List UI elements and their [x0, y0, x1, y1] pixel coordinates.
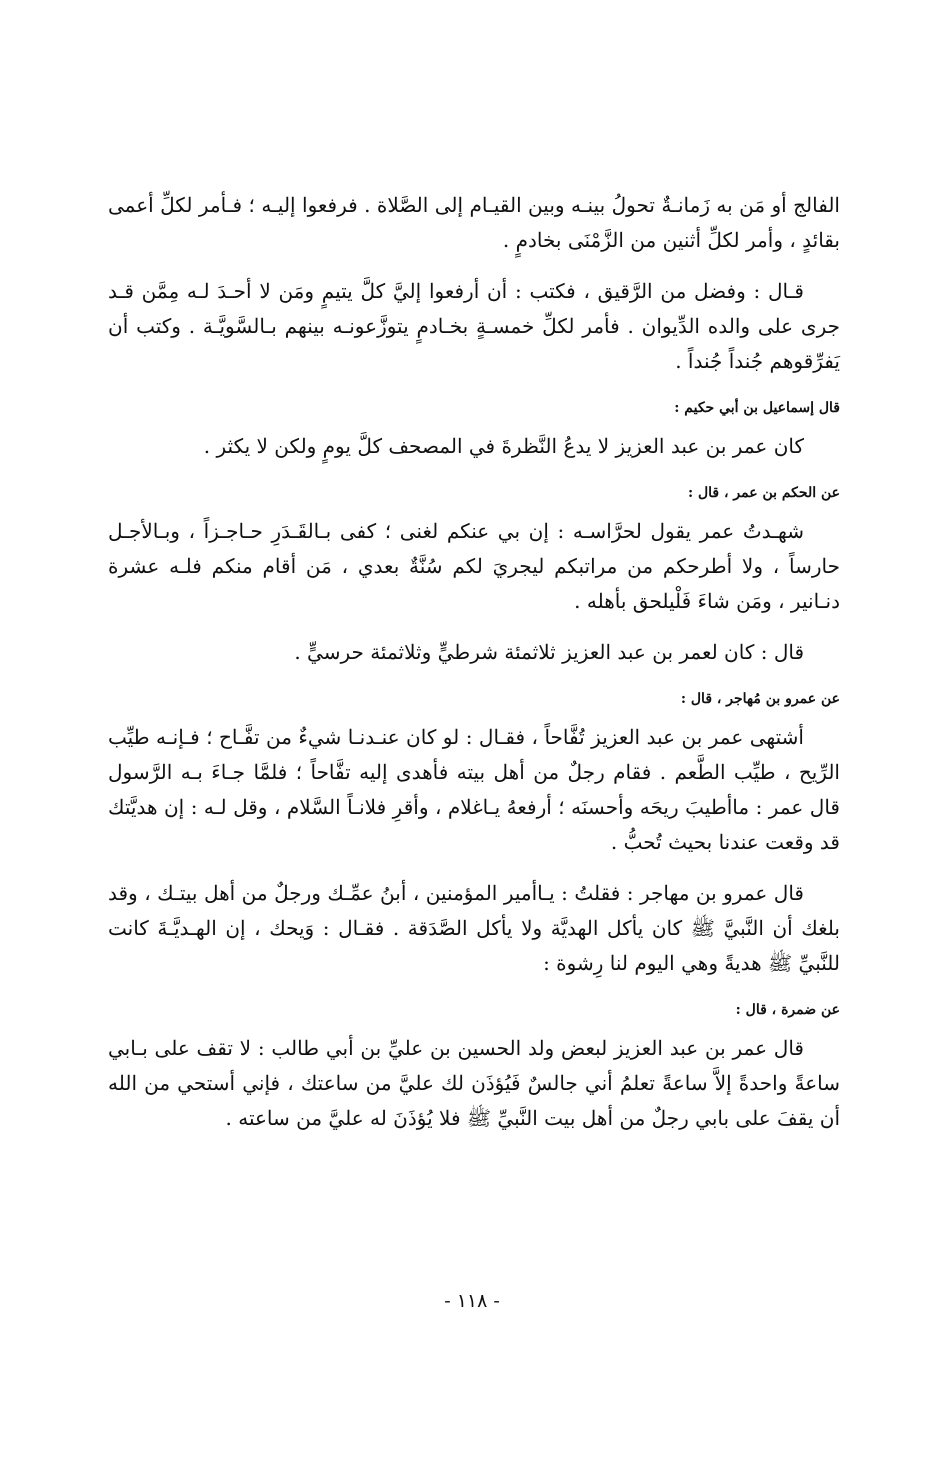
heading-hakam: عن الحكم بن عمر ، قال : [687, 485, 840, 501]
paragraph-2: قـال : وفضل من الرَّقيق ، فكتب : أن أرفعوا إليَّ كلَّ يتيمٍ ومَن لا أحـدَ لـه مِمَّن قـد جرى على والده الدِّيوان . فأمر لكلِّ خمسـةٍ بخـادمٍ يتوزَّعونـه بينهم بـالسَّويَّـة . وكتب أن يَفرِّقوهم جُنداً جُنداً . [108, 279, 840, 373]
heading-ismail: قال إسماعيل بن أبي حكيم : [674, 400, 840, 416]
paragraph-1: الفالج أو مَن به زَمانـةٌ تحولُ بينـه وبين القيـام إلى الصَّلاة . فرفعوا إليـه ؛ فـأمر لكلِّ أعمى بقائدٍ ، وأمر لكلِّ أثنين من الزَّمْنَى بخادمٍ . [108, 193, 840, 252]
paragraph-7: قال عمرو بن مهاجر : فقلتُ : يـاأمير المؤمنين ، أبنُ عمِّـك ورجلٌ من أهل بيتـك ، وقد بلغك أن النَّبيَّ ﷺ كان يأكل الهديَّة ولا يأكل الصَّدَقة . فقـال : وَيحك ، إن الهـديَّـةَ كانت للنَّبيِّ ﷺ هديةً وهي اليوم لنا رِشوة : [108, 881, 840, 975]
page-number: - ١١٨ - [444, 1290, 500, 1312]
heading-amr: عن عمرو بن مُهاجر ، قال : [680, 691, 840, 707]
paragraph-4: شهـدتُ عمر يقول لحرَّاسـه : إن بي عنكم لغنى ؛ كفى بـالقَـدَرِ حـاجـزاً ، وبـالأجـل حارساً ، ولا أطرحكم من مراتبكم ليجريَ لكم سُنَّةٌ بعدي ، مَن أقام منكم فلـه عشرة دنـانير ، ومَن شاءَ فَلْيلحق بأهله . [108, 519, 840, 613]
paragraph-3: كان عمر بن عبد العزيز لا يدعُ النَّظرةَ في المصحف كلَّ يومٍ ولكن لا يكثر . [203, 434, 804, 458]
paragraph-8: قال عمر بن عبد العزيز لبعض ولد الحسين بن عليِّ بن أبي طالب : لا تقف على بـابي ساعةً واحدةً إلاَّ ساعةً تعلمُ أني جالسٌ فَيُؤذَن لك عليَّ من ساعتك ، فإني أستحي من الله أن يقفَ على بابي رجلٌ من أهل بيت النَّبيِّ ﷺ فلا يُؤذَنَ له عليَّ من ساعته . [108, 1036, 840, 1130]
paragraph-5: قال : كان لعمر بن عبد العزيز ثلاثمئة شرطيٍّ وثلاثمئة حرسيٍّ . [294, 640, 804, 664]
paragraph-6: أشتهى عمر بن عبد العزيز تُفَّاحاً ، فقـال : لو كان عنـدنـا شيءٌ من تفَّـاح ؛ فـإنـه طيِّب الرِّيح ، طيِّب الطَّعم . فقام رجلٌ من أهل بيته فأهدى إليه تفَّاحاً ؛ فلمَّا جـاءَ بـه الرَّسول قال عمر : ماأطيبَ ريحَه وأحسنَه ؛ أرفعهُ يـاغلام ، وأقرِ فلانـاً السَّلام ، وقل لـه : إن هديَّتك قد وقعت عندنا بحيث تُحبُّ . [108, 725, 840, 854]
page-body [108, 188, 840, 1136]
heading-damra: عن ضمرة ، قال : [735, 1002, 840, 1018]
